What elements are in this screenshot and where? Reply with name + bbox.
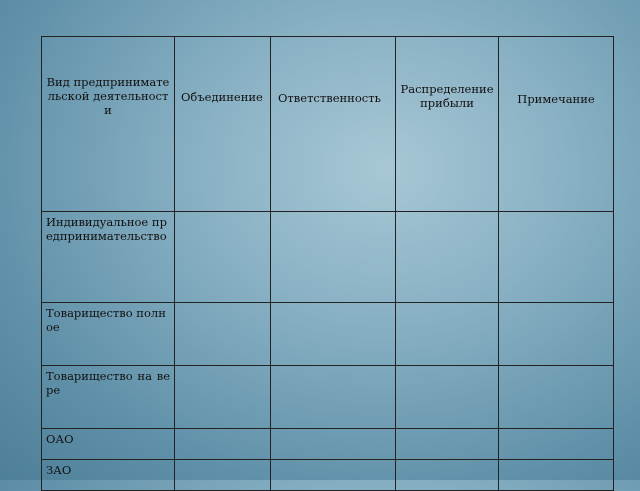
table-cell xyxy=(396,429,499,460)
row-label-full-partnership: Товарищество полное xyxy=(42,303,175,366)
table-row xyxy=(42,303,614,366)
table-cell xyxy=(396,303,499,366)
table-cell xyxy=(175,212,271,303)
table-cell xyxy=(499,303,614,366)
table-cell xyxy=(396,212,499,303)
row-label-limited-partnership-text: Товарищество на вере xyxy=(46,369,170,397)
table-cell xyxy=(499,212,614,303)
header-association: Объединение xyxy=(175,37,271,212)
table-cell xyxy=(396,460,499,491)
table-row xyxy=(42,460,614,491)
table-cell xyxy=(396,366,499,429)
header-row xyxy=(42,37,614,212)
header-responsibility: Ответственность xyxy=(271,37,396,212)
row-label-individual: Индивидуальное предпринимательство xyxy=(42,212,175,303)
table-cell xyxy=(499,366,614,429)
table-cell xyxy=(175,366,271,429)
row-label-oao: ОАО xyxy=(42,429,175,460)
table-cell xyxy=(499,429,614,460)
table-cell xyxy=(175,460,271,491)
header-activity-type: Вид предпринимательской деятельности xyxy=(42,37,175,212)
business-types-table xyxy=(41,36,614,491)
row-label-limited-partnership xyxy=(42,366,175,429)
table-cell xyxy=(271,429,396,460)
table-cell xyxy=(499,460,614,491)
header-profit-distribution: Распределение прибыли xyxy=(396,37,499,212)
table-cell xyxy=(175,303,271,366)
table-cell xyxy=(271,212,396,303)
table-row xyxy=(42,366,614,429)
table-cell xyxy=(271,460,396,491)
table-cell xyxy=(271,303,396,366)
row-label-zao: ЗАО xyxy=(42,460,175,491)
table-row xyxy=(42,429,614,460)
header-note: Примечание xyxy=(499,37,614,212)
table-row xyxy=(42,212,614,303)
table-cell xyxy=(175,429,271,460)
table-cell xyxy=(271,366,396,429)
